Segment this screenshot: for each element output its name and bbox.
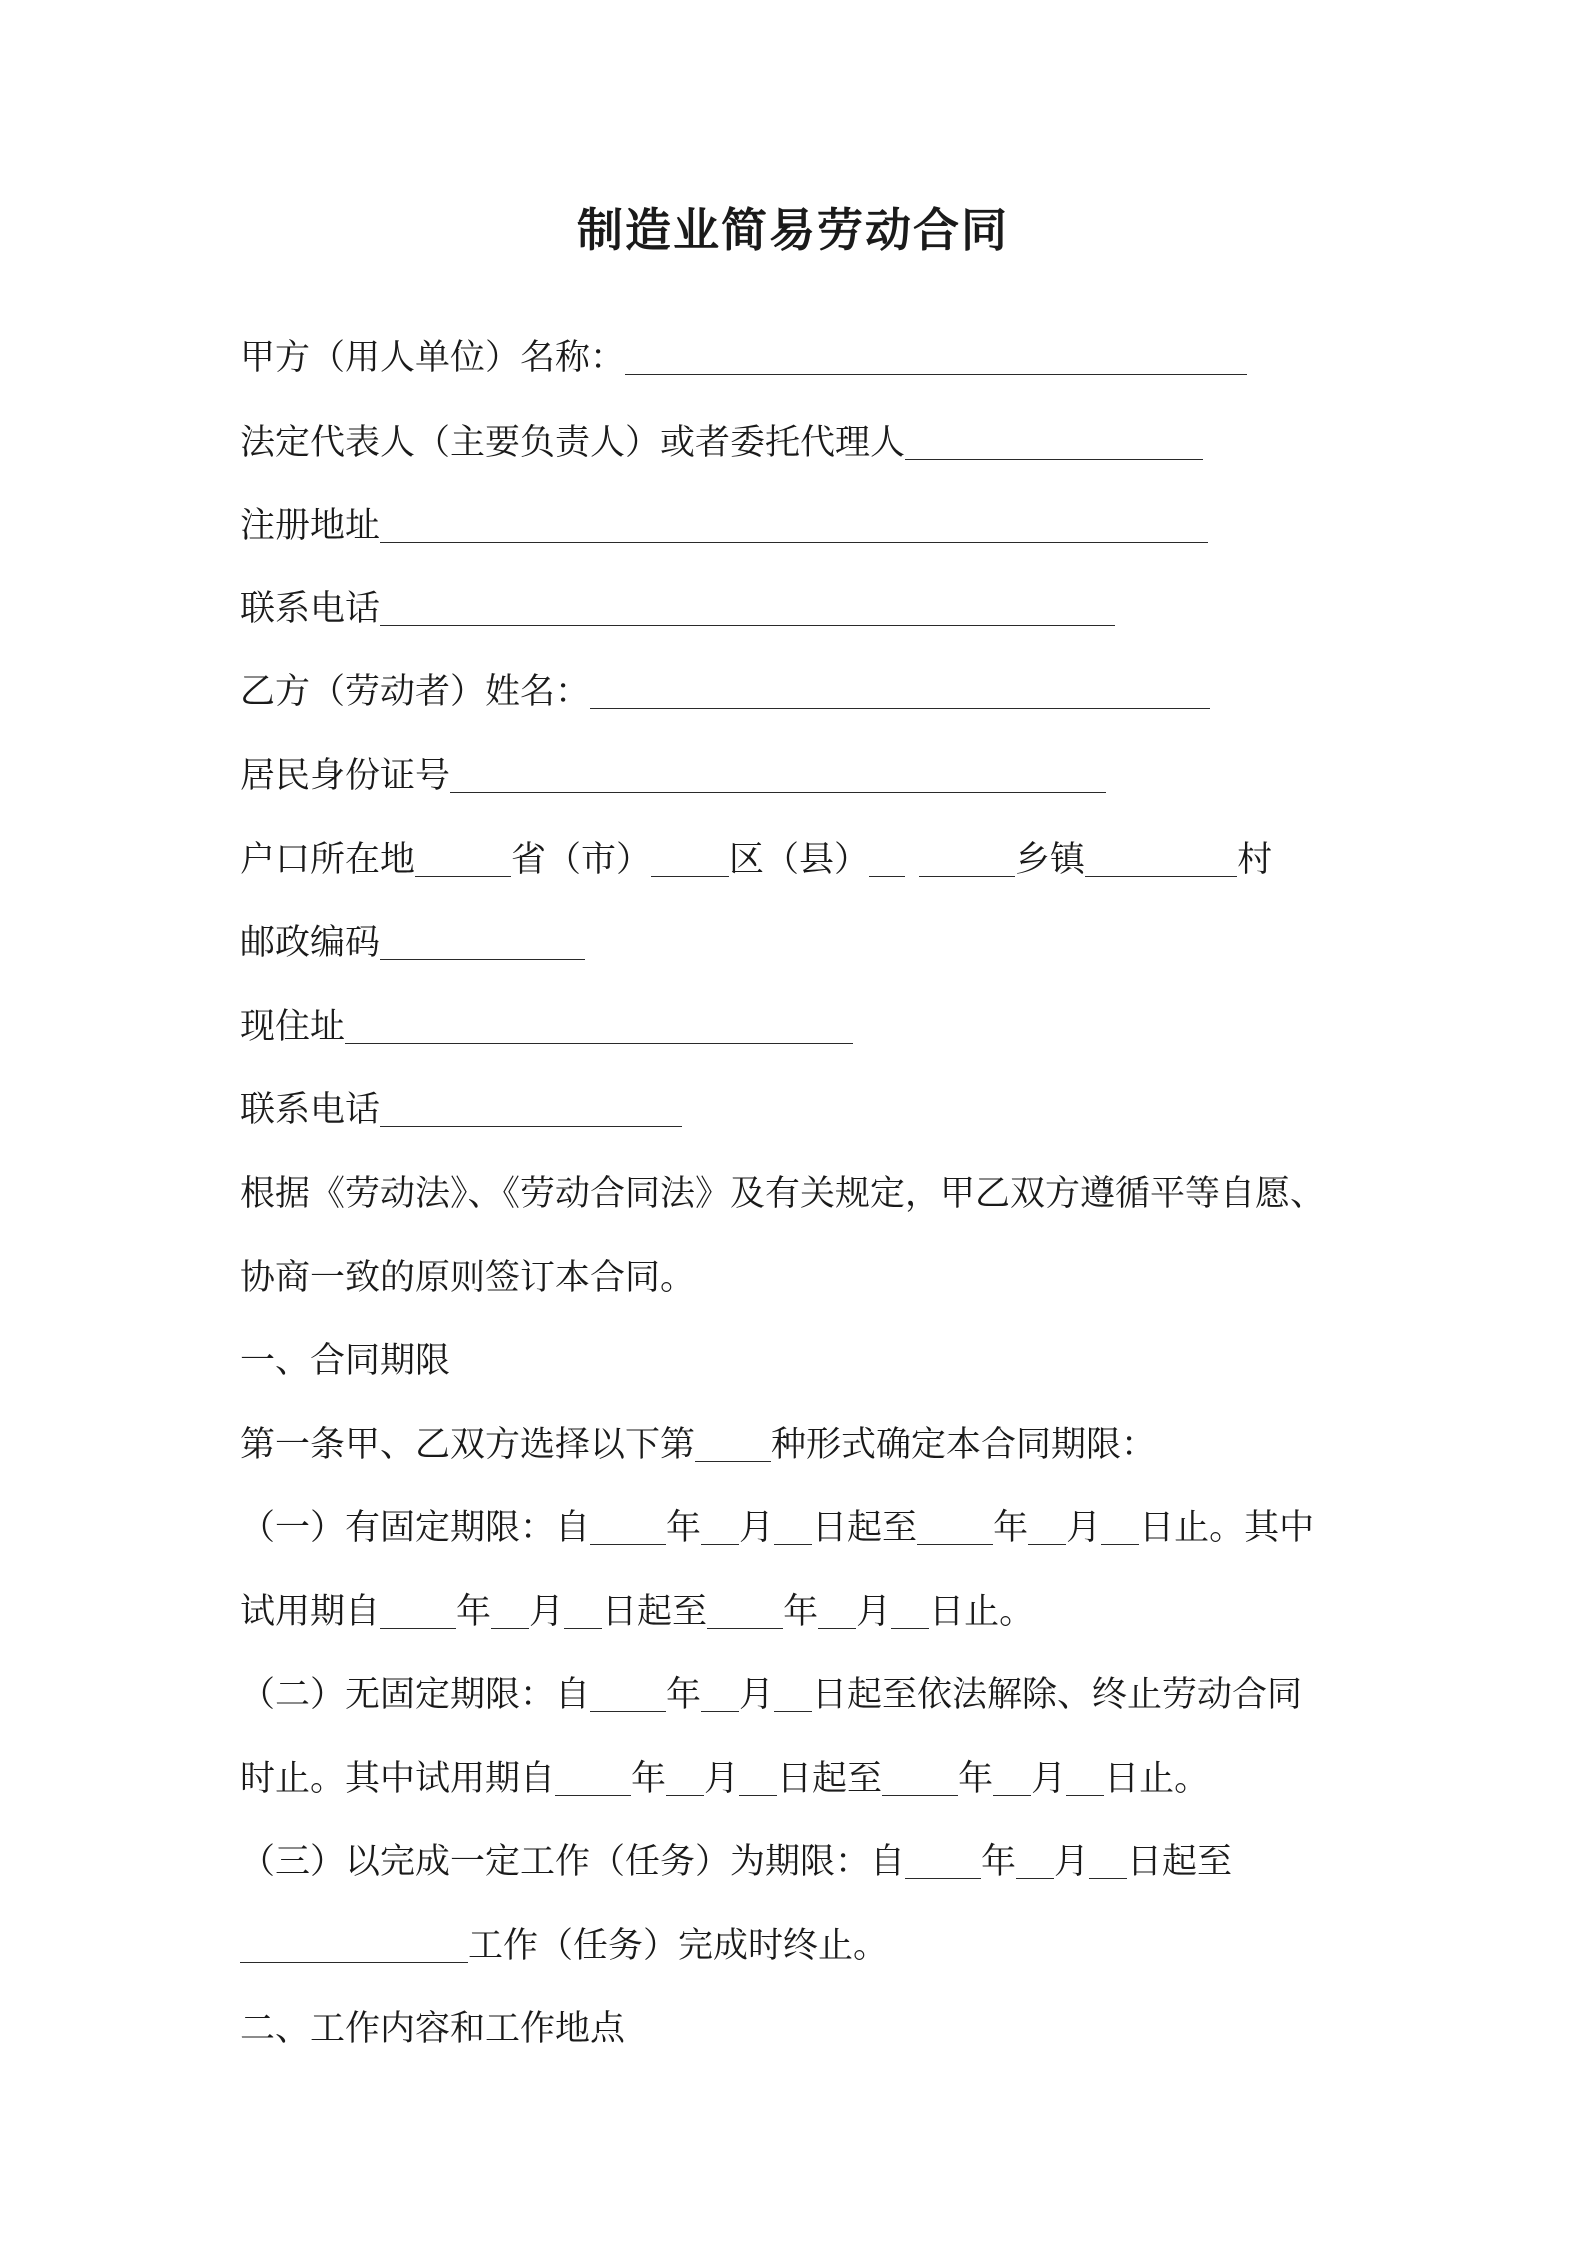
open-line2-prefix: 时止。其中试用期自 <box>240 1759 556 1799</box>
party-b-name-line <box>240 667 1210 717</box>
task-term-line-1 <box>240 1837 1232 1887</box>
fixed-trial-month-label-2: 月 <box>856 1592 892 1632</box>
hukou-town-blank[interactable] <box>919 838 1015 877</box>
party-a-address-line <box>240 501 1208 551</box>
fixed-trial-day-from-label: 日起至 <box>602 1592 708 1632</box>
clause-1-suffix: 种形式确定本合同期限： <box>771 1425 1157 1465</box>
party-b-postcode-line <box>240 918 585 968</box>
open-trial-day-from-label: 日起至 <box>777 1759 883 1799</box>
task-term-prefix: （三）以完成一定工作（任务）为期限：自 <box>240 1842 906 1882</box>
clause-1-prefix: 第一条甲、乙双方选择以下第 <box>240 1425 696 1465</box>
hukou-province-blank[interactable] <box>415 838 511 877</box>
open-trial-day-end-label: 日止。 <box>1104 1759 1210 1799</box>
fixed-trial-end-day-blank[interactable] <box>891 1590 929 1629</box>
open-term-line-2 <box>240 1754 1209 1804</box>
fixed-start-month-blank[interactable] <box>701 1506 739 1545</box>
fixed-end-year-blank[interactable] <box>917 1506 993 1545</box>
section-2-heading: 二、工作内容和工作地点 <box>240 2009 626 2049</box>
open-line1-suffix: 日起至依法解除、终止劳动合同 <box>812 1675 1303 1715</box>
open-trial-end-month-blank[interactable] <box>993 1757 1031 1796</box>
open-term-line-1 <box>240 1670 1302 1720</box>
open-trial-start-year-blank[interactable] <box>555 1757 631 1796</box>
fixed-trial-start-month-blank[interactable] <box>491 1590 529 1629</box>
fixed-term-prefix: （一）有固定期限：自 <box>240 1508 591 1548</box>
party-b-phone-blank[interactable] <box>380 1088 682 1127</box>
party-b-id-label: 居民身份证号 <box>240 756 451 796</box>
party-b-name-blank[interactable] <box>590 670 1210 709</box>
hukou-town-label: 乡镇 <box>1015 840 1086 880</box>
party-a-phone-blank[interactable] <box>380 587 1115 626</box>
fixed-month-label: 月 <box>739 1508 775 1548</box>
open-trial-year-label: 年 <box>631 1759 667 1799</box>
hukou-label: 户口所在地 <box>240 840 416 880</box>
open-start-month-blank[interactable] <box>701 1673 739 1712</box>
hukou-district-blank[interactable] <box>651 838 729 877</box>
open-start-day-blank[interactable] <box>774 1673 812 1712</box>
party-a-phone-line <box>240 584 1115 634</box>
party-b-current-address-line <box>240 1002 853 1052</box>
current-address-blank[interactable] <box>345 1005 853 1044</box>
fixed-term-line-2 <box>240 1587 1034 1637</box>
fixed-term-line-1 <box>240 1503 1314 1553</box>
open-month-label: 月 <box>739 1675 775 1715</box>
task-month-label: 月 <box>1054 1842 1090 1882</box>
fixed-day-from-label: 日起至 <box>812 1508 918 1548</box>
clause-1-form-blank[interactable] <box>695 1423 771 1462</box>
task-start-month-blank[interactable] <box>1016 1840 1054 1879</box>
open-trial-month-label: 月 <box>704 1759 740 1799</box>
party-a-name-line <box>240 333 1247 383</box>
fixed-start-day-blank[interactable] <box>774 1506 812 1545</box>
party-b-phone-line <box>240 1085 682 1135</box>
task-description-blank[interactable] <box>240 1924 468 1963</box>
task-line2-suffix: 工作（任务）完成时终止。 <box>468 1926 889 1966</box>
preamble-line-2: 协商一致的原则签订本合同。 <box>240 1258 696 1298</box>
party-a-rep-label: 法定代表人（主要负责人）或者委托代理人 <box>240 423 906 463</box>
postcode-label: 邮政编码 <box>240 923 381 963</box>
fixed-year-label-2: 年 <box>993 1508 1029 1548</box>
party-b-id-blank[interactable] <box>450 754 1106 793</box>
hukou-district-extra-blank[interactable] <box>869 838 905 877</box>
open-trial-start-month-blank[interactable] <box>666 1757 704 1796</box>
fixed-trial-end-month-blank[interactable] <box>818 1590 856 1629</box>
hukou-village-blank[interactable] <box>1085 838 1237 877</box>
fixed-trial-start-day-blank[interactable] <box>564 1590 602 1629</box>
party-a-rep-blank[interactable] <box>905 421 1203 460</box>
party-a-address-label: 注册地址 <box>240 506 381 546</box>
clause-1-line <box>240 1420 1156 1470</box>
fixed-trial-day-end-label: 日止。 <box>929 1592 1035 1632</box>
hukou-province-label: 省（市） <box>511 840 652 880</box>
party-a-name-blank[interactable] <box>625 336 1247 375</box>
fixed-trial-end-year-blank[interactable] <box>707 1590 783 1629</box>
party-b-phone-label: 联系电话 <box>240 1090 381 1130</box>
fixed-end-day-blank[interactable] <box>1101 1506 1139 1545</box>
fixed-year-label: 年 <box>666 1508 702 1548</box>
task-start-year-blank[interactable] <box>905 1840 981 1879</box>
open-trial-month-label-2: 月 <box>1031 1759 1067 1799</box>
open-trial-start-day-blank[interactable] <box>739 1757 777 1796</box>
open-start-year-blank[interactable] <box>590 1673 666 1712</box>
preamble-line-1: 根据《劳动法》、《劳动合同法》及有关规定，甲乙双方遵循平等自愿、 <box>240 1174 1326 1214</box>
fixed-month-label-2: 月 <box>1066 1508 1102 1548</box>
document-title: 制造业简易劳动合同 <box>577 203 1009 257</box>
fixed-day-end-label: 日止。其中 <box>1139 1508 1315 1548</box>
open-trial-end-year-blank[interactable] <box>882 1757 958 1796</box>
task-term-line-2 <box>240 1921 888 1971</box>
fixed-trial-start-year-blank[interactable] <box>380 1590 456 1629</box>
section-1-heading: 一、合同期限 <box>240 1341 451 1381</box>
party-b-name-label: 乙方（劳动者）姓名： <box>240 672 591 712</box>
fixed-trial-prefix: 试用期自 <box>240 1592 381 1632</box>
open-trial-end-day-blank[interactable] <box>1066 1757 1104 1796</box>
party-a-name-label: 甲方（用人单位）名称： <box>240 338 626 378</box>
fixed-end-month-blank[interactable] <box>1028 1506 1066 1545</box>
task-year-label: 年 <box>981 1842 1017 1882</box>
fixed-start-year-blank[interactable] <box>590 1506 666 1545</box>
open-year-label: 年 <box>666 1675 702 1715</box>
fixed-trial-year-label-2: 年 <box>783 1592 819 1632</box>
party-b-hukou-line <box>240 835 1272 885</box>
fixed-trial-month-label: 月 <box>529 1592 565 1632</box>
current-address-label: 现住址 <box>240 1007 346 1047</box>
party-a-rep-line <box>240 418 1203 468</box>
fixed-trial-year-label: 年 <box>456 1592 492 1632</box>
postcode-blank[interactable] <box>380 921 585 960</box>
task-day-from-label: 日起至 <box>1127 1842 1233 1882</box>
party-b-id-line <box>240 751 1106 801</box>
task-start-day-blank[interactable] <box>1089 1840 1127 1879</box>
party-a-address-blank[interactable] <box>380 504 1208 543</box>
open-term-prefix: （二）无固定期限：自 <box>240 1675 591 1715</box>
hukou-village-label: 村 <box>1237 840 1273 880</box>
party-a-phone-label: 联系电话 <box>240 589 381 629</box>
hukou-district-label: 区（县） <box>729 840 870 880</box>
open-trial-year-label-2: 年 <box>958 1759 994 1799</box>
